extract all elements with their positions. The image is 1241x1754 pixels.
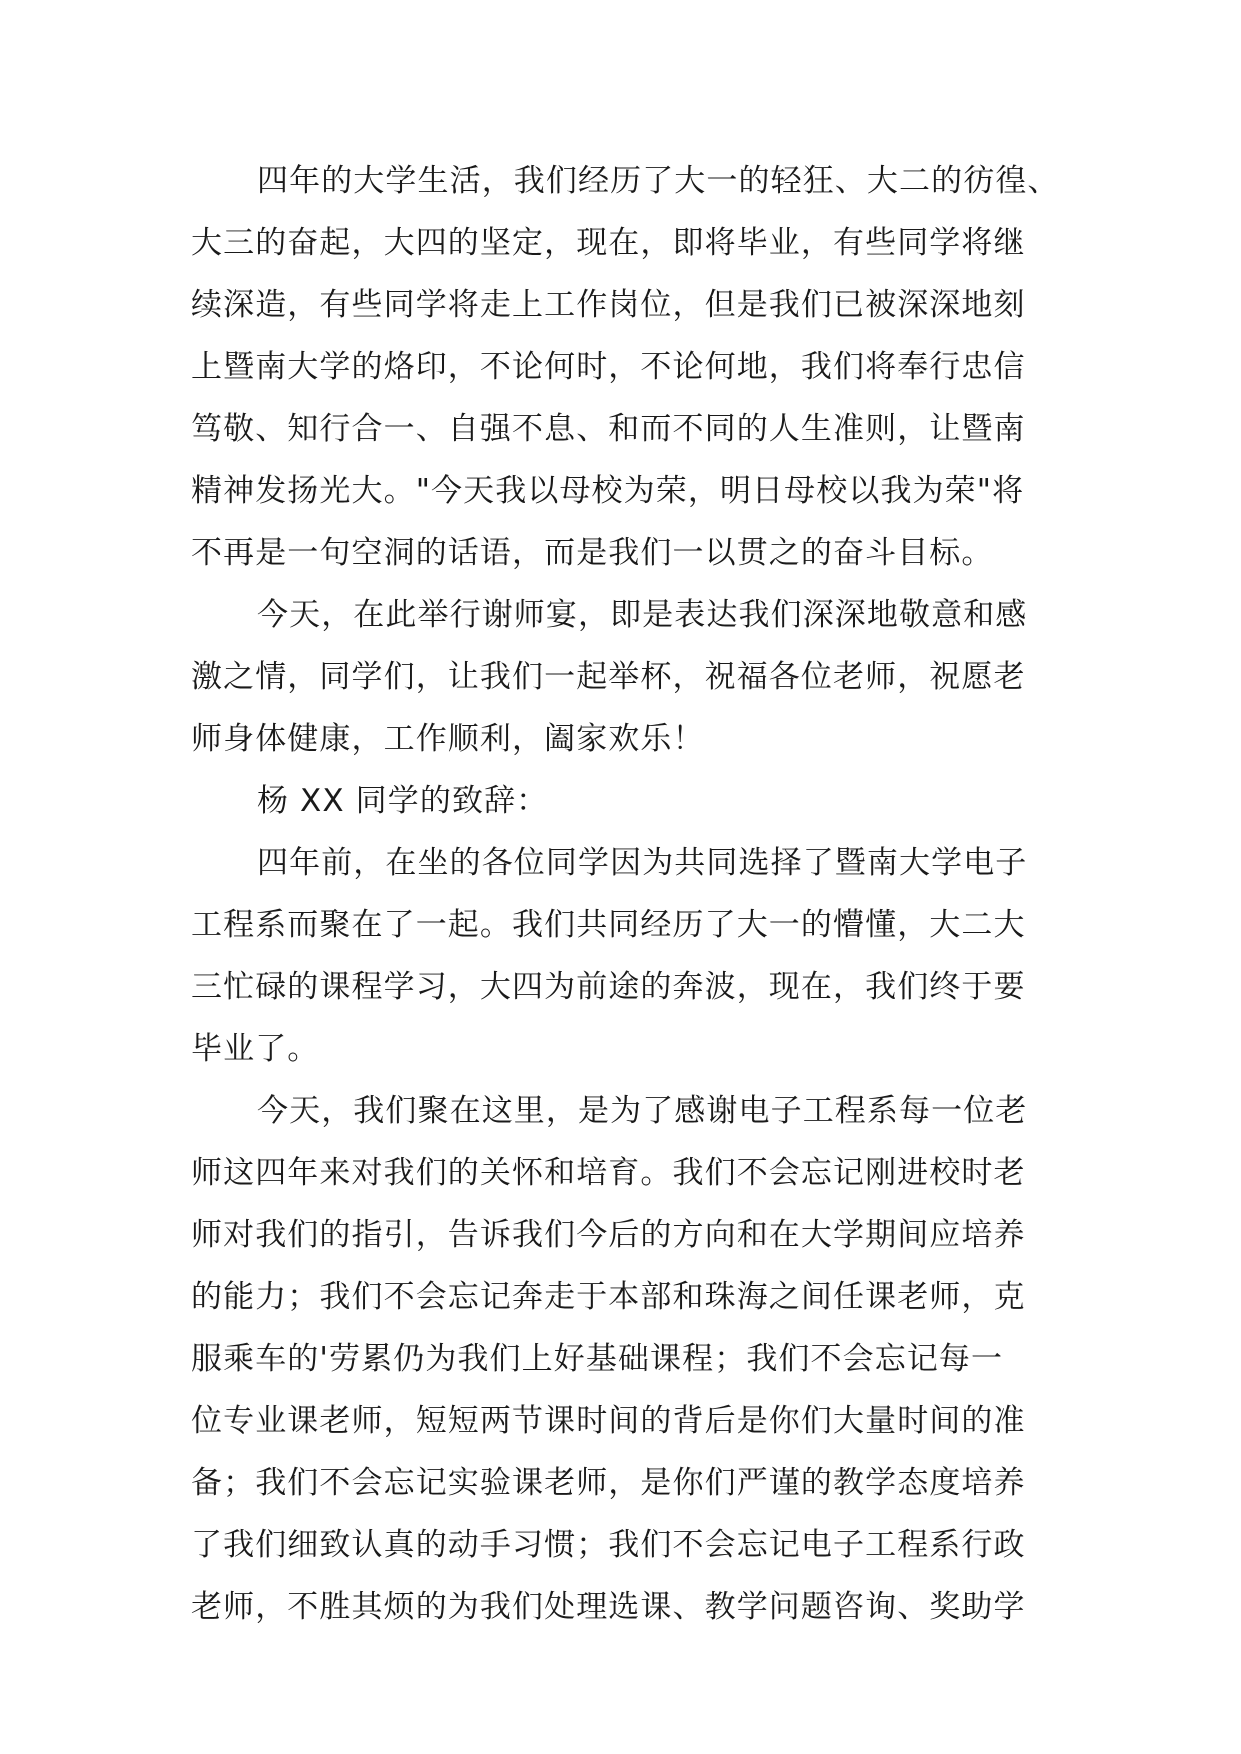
paragraph-4 [191, 1080, 1053, 1638]
paragraph-3 [191, 832, 1053, 1080]
text-line: 激之情，同学们，让我们一起举杯，祝福各位老师，祝愿老 [191, 659, 1026, 695]
text-line: 了我们细致认真的动手习惯；我们不会忘记电子工程系行政 [191, 1527, 1026, 1563]
text-line: 笃敬、知行合一、自强不息、和而不同的人生准则，让暨南 [191, 411, 1026, 447]
text-line: 上暨南大学的烙印，不论何时，不论何地，我们将奉行忠信 [191, 349, 1026, 385]
text-line: 毕业了。 [191, 1031, 320, 1067]
text-line: 老师，不胜其烦的为我们处理选课、教学问题咨询、奖助学 [191, 1589, 1026, 1625]
text-line: 四年的大学生活，我们经历了大一的轻狂、大二的彷徨、 [257, 163, 1060, 199]
text-line: 不再是一句空洞的话语，而是我们一以贯之的奋斗目标。 [191, 535, 994, 571]
text-line: 师身体健康，工作顺利，阖家欢乐！ [191, 721, 705, 757]
paragraph-1 [191, 150, 1060, 584]
text-line: 师这四年来对我们的关怀和培育。我们不会忘记刚进校时老 [191, 1155, 1026, 1191]
text-line: 师对我们的指引，告诉我们今后的方向和在大学期间应培养 [191, 1217, 1026, 1253]
text-line: 位专业课老师，短短两节课时间的背后是你们大量时间的准 [191, 1403, 1026, 1439]
document-body [191, 150, 1060, 1638]
text-line: 今天，我们聚在这里，是为了感谢电子工程系每一位老 [257, 1093, 1028, 1129]
text-line: 工程系而聚在了一起。我们共同经历了大一的懵懂，大二大 [191, 907, 1026, 943]
text-line: 服乘车的'劳累仍为我们上好基础课程；我们不会忘记每一 [191, 1341, 1004, 1377]
speech-heading [191, 770, 1053, 832]
heading-line: 杨 XX 同学的致辞： [257, 783, 549, 819]
text-line: 续深造，有些同学将走上工作岗位，但是我们已被深深地刻 [191, 287, 1026, 323]
text-line: 精神发扬光大。"今天我以母校为荣，明日母校以我为荣"将 [191, 473, 1025, 509]
paragraph-2 [191, 584, 1053, 770]
text-line: 备；我们不会忘记实验课老师，是你们严谨的教学态度培养 [191, 1465, 1026, 1501]
text-line: 的能力；我们不会忘记奔走于本部和珠海之间任课老师，克 [191, 1279, 1026, 1315]
text-line: 四年前，在坐的各位同学因为共同选择了暨南大学电子 [257, 845, 1028, 881]
text-line: 今天，在此举行谢师宴，即是表达我们深深地敬意和感 [257, 597, 1028, 633]
text-line: 三忙碌的课程学习，大四为前途的奔波，现在，我们终于要 [191, 969, 1026, 1005]
text-line: 大三的奋起，大四的坚定，现在，即将毕业，有些同学将继 [191, 225, 1026, 261]
